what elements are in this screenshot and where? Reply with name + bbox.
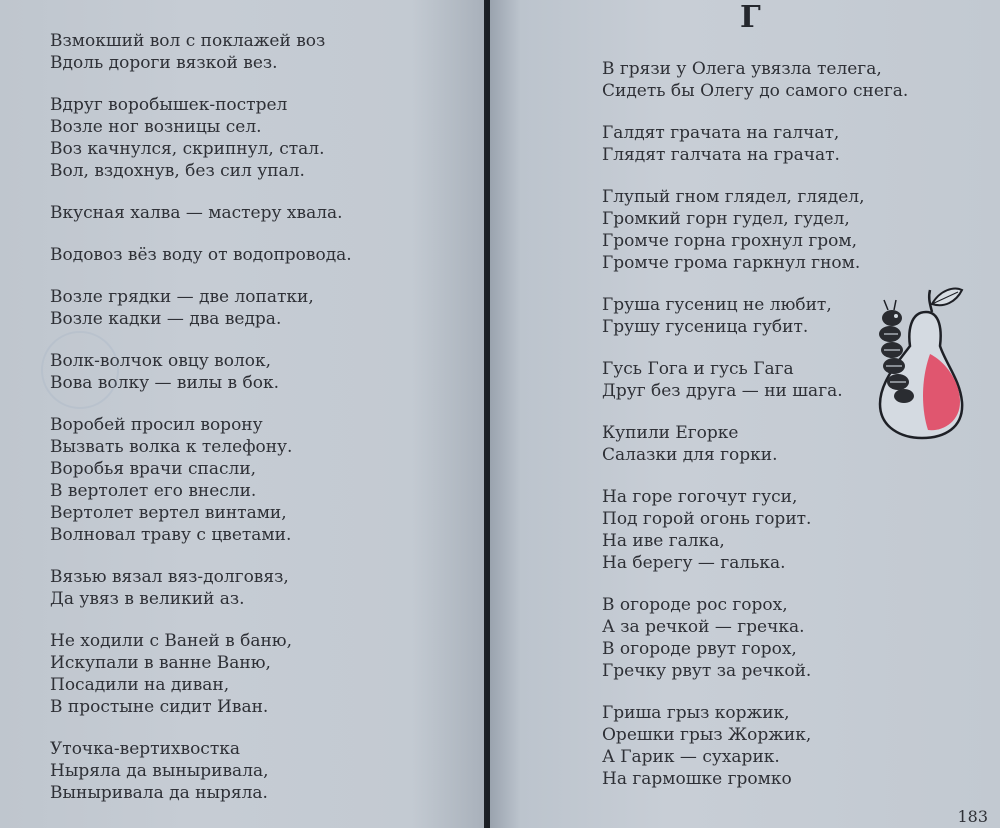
right-page [490,0,1000,828]
poem-line: Грушу гусеница губит. [602,317,809,337]
poem-stanza [50,202,470,224]
poem-stanza [602,702,962,790]
poem-stanza [50,30,470,74]
poem-stanza [50,244,470,266]
poem-line: Воз качнулся, скрипнул, стал. [50,139,325,159]
poem-line: Галдят грачата на галчат, [602,123,840,143]
poem-stanza [50,94,470,182]
poem-stanza [602,122,962,166]
poem-line: Сидеть бы Олегу до самого снега. [602,81,909,101]
poem-line: Воробья врачи спасли, [50,459,257,479]
poem-line: На берегу — галька. [602,553,786,573]
poem-line: Возле кадки — два ведра. [50,309,282,329]
poem-line: Вызвать волка к телефону. [50,437,293,457]
poem-line: Глупый гном глядел, глядел, [602,187,865,207]
poem-line: В грязи у Олега увязла телега, [602,59,882,79]
poem-line: А за речкой — гречка. [602,617,805,637]
poem-stanza [602,594,962,682]
poem-line: Вдруг воробышек-пострел [50,95,288,115]
poem-stanza [50,566,470,610]
poem-line: Громче грома гаркнул гном. [602,253,861,273]
poem-line: В огороде рос горох, [602,595,788,615]
poem-line: Волк-волчок овцу волок, [50,351,272,371]
poem-line: Вова волку — вилы в бок. [50,373,279,393]
poem-stanza [50,738,470,804]
poem-line: Водовоз вёз воду от водопровода. [50,245,352,265]
poem-stanza [602,486,962,574]
poem-line: Громкий горн гудел, гудел, [602,209,850,229]
poem-line: Купили Егорке [602,423,739,443]
faint-stamp-icon [30,320,130,440]
poem-line: Груша гусениц не любит, [602,295,832,315]
poem-line: Посадили на диван, [50,675,230,695]
pear-with-caterpillar-icon [870,282,970,442]
poem-line: Гусь Гога и гусь Гага [602,359,794,379]
poem-line: Гречку рвут за речкой. [602,661,812,681]
poem-line: Возле грядки — две лопатки, [50,287,314,307]
poem-line: Да увяз в великий аз. [50,589,245,609]
left-page [0,0,486,828]
poem-line: Воробей просил ворону [50,415,263,435]
poem-line: В вертолет его внесли. [50,481,257,501]
poem-line: Выныривала да ныряла. [50,783,268,803]
poem-line: На горе гогочут гуси, [602,487,798,507]
poem-line: Орешки грыз Жоржик, [602,725,812,745]
letter-heading: Г [740,0,761,35]
poem-line: На гармошке громко [602,769,792,789]
poem-line: На иве галка, [602,531,725,551]
poem-stanza [50,630,470,718]
poem-line: В простыне сидит Иван. [50,697,269,717]
poem-line: Вол, вздохнув, без сил упал. [50,161,305,181]
poem-line: Искупали в ванне Ваню, [50,653,271,673]
poem-line: Не ходили с Ваней в баню, [50,631,293,651]
poem-stanza [602,186,962,274]
poem-line: Возле ног возницы сел. [50,117,262,137]
poem-line: Глядят галчата на грачат. [602,145,840,165]
poem-stanza [602,58,962,102]
poem-line: А Гарик — сухарик. [602,747,780,767]
poem-line: Вязью вязал вяз-долговяз, [50,567,289,587]
poem-line: Салазки для горки. [602,445,778,465]
poem-line: Уточка-вертихвостка [50,739,240,759]
poem-line: Вдоль дороги вязкой вез. [50,53,278,73]
poem-line: Вертолет вертел винтами, [50,503,287,523]
poem-line: Под горой огонь горит. [602,509,812,529]
page-number: 183 [957,807,988,826]
poem-line: Друг без друга — ни шага. [602,381,843,401]
poem-line: Громче горна грохнул гром, [602,231,857,251]
poem-line: Гриша грыз коржик, [602,703,790,723]
poem-line: Взмокший вол с поклажей воз [50,31,326,51]
poem-line: В огороде рвут горох, [602,639,797,659]
poem-line: Вкусная халва — мастеру хвала. [50,203,343,223]
poem-line: Ныряла да выныривала, [50,761,269,781]
poem-line: Волновал траву с цветами. [50,525,292,545]
